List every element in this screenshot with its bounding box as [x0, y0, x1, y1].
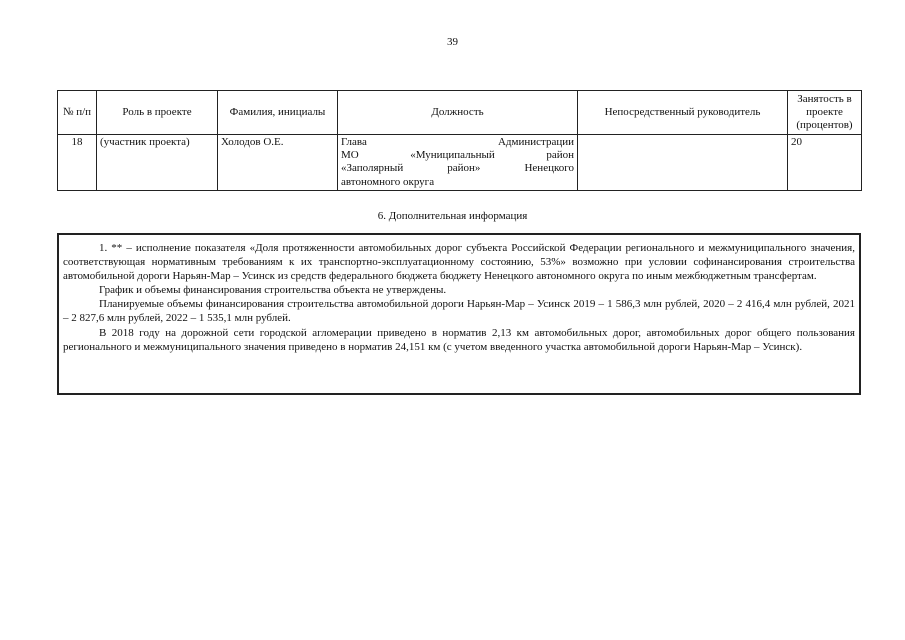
cell-load: 20: [788, 135, 862, 191]
cell-position: [338, 135, 578, 191]
section-title: 6. Дополнительная информация: [377, 210, 528, 222]
cell-supervisor: [578, 135, 788, 191]
header-position: Должность: [338, 91, 578, 135]
cell-name: Холодов О.Е.: [218, 135, 338, 191]
header-name: Фамилия, инициалы: [218, 91, 338, 135]
info-paragraph: 1. ** – исполнение показателя «Доля протяженности автомобильных дорог субъекта Российской Федерации регионального и межмуниципального значения, соответствующая нормативным требованиям к их транспортно-эксплуатационному состоянию, 53%» возможно при условии софинансирования строительства автомобильной дороги Нарьян-Мар – Усинск из средств федерального бюджета бюджету Ненецкого автономного округа по иным межбюджетным трансфертам.: [63, 242, 855, 283]
additional-info-box: [57, 233, 861, 395]
cell-role: (участник проекта): [97, 135, 218, 191]
header-number: № п/п: [58, 91, 97, 135]
header-load: Занятость в проекте (процентов): [788, 91, 862, 135]
cell-number: 18: [58, 135, 97, 191]
table-header-row: [58, 91, 862, 135]
header-supervisor: Непосредственный руководитель: [578, 91, 788, 135]
position-line: «Заполярный район» Ненецкого: [341, 162, 574, 175]
position-line: автономного округа: [341, 175, 435, 188]
info-paragraph: В 2018 году на дорожной сети городской агломерации приведено в норматив 2,13 км автомобильных дорог, автомобильных дорог общего пользования регионального и межмуниципального значения приведено в норматив 24,151 км (с учетом введенного участка автомобильной дороги Нарьян-Мар – Усинск).: [63, 326, 855, 353]
position-line: Глава Администрации: [341, 136, 574, 148]
page-number: 39: [447, 36, 458, 48]
position-line: МО «Муниципальный район: [341, 149, 574, 162]
info-paragraph: График и объемы финансирования строительства объекта не утверждены.: [99, 284, 447, 297]
header-role: Роль в проекте: [97, 91, 218, 135]
info-paragraph: Планируемые объемы финансирования строительства автомобильной дороги Нарьян-Мар – Усинск 2019 – 1 586,3 млн рублей, 2020 – 2 416,4 млн рублей, 2021 – 2 827,6 млн рублей, 2022 – 1 535,1 млн рублей.: [63, 298, 855, 325]
project-team-table: [57, 90, 862, 191]
table-row: [58, 135, 862, 191]
